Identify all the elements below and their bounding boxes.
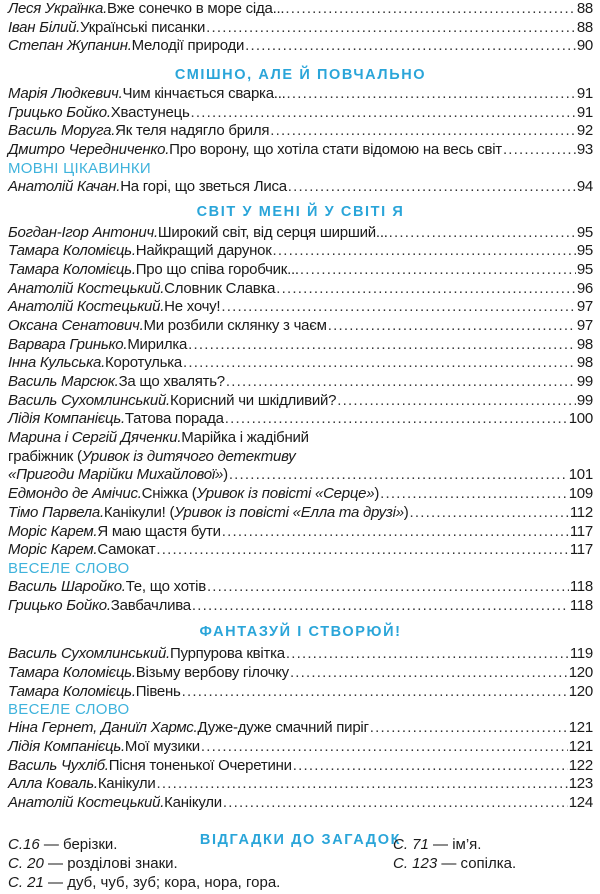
page-number: 95 xyxy=(576,260,593,278)
dot-leader xyxy=(229,466,568,485)
toc-entry xyxy=(8,19,593,38)
dot-leader xyxy=(156,541,568,560)
entry-italic-text: Інна Кульська. xyxy=(8,354,106,372)
entry-italic-text: Василь Сухомлинський. xyxy=(8,391,170,409)
entry-italic-text: Тімо Парвела. xyxy=(8,503,104,521)
toc-entry xyxy=(8,178,593,197)
entry-text: Візьму вербову гілочку xyxy=(135,663,289,681)
toc-entry xyxy=(8,775,593,794)
entry-text: Пурпурова квітка xyxy=(169,645,285,663)
page-number: 95 xyxy=(576,242,593,260)
page-number: 120 xyxy=(568,682,593,700)
page-number: 117 xyxy=(569,522,593,540)
toc-entry xyxy=(8,794,593,813)
entry-italic-text: Тамара Коломієць. xyxy=(8,663,136,681)
dot-leader xyxy=(293,757,568,776)
entry-italic-text: Іван Білий. xyxy=(8,18,81,36)
page-number: 92 xyxy=(576,122,593,140)
toc-entry xyxy=(8,224,593,243)
toc-entry xyxy=(8,122,593,141)
entry-text: За що хвалять? xyxy=(118,373,225,390)
section-heading: СМІШНО, АЛЕ Й ПОВЧАЛЬНО xyxy=(174,67,427,84)
toc-entry xyxy=(8,280,593,299)
dot-leader xyxy=(290,664,568,683)
entry-italic-text: Марія Людкевич. xyxy=(8,85,123,103)
toc-entry xyxy=(8,466,593,485)
entry-italic-text: Уривок із повісті «Серце» xyxy=(196,485,375,503)
dot-leader xyxy=(201,738,568,757)
answer-page-ref: С. 20 xyxy=(8,855,44,872)
entry-italic-text: Дмитро Чередниченко. xyxy=(8,141,170,159)
page-number: 90 xyxy=(576,37,593,55)
entry-text: Коротулька xyxy=(105,354,182,372)
dot-leader xyxy=(328,317,576,336)
entry-text: Словник Славка xyxy=(164,279,276,297)
dot-leader xyxy=(273,242,576,261)
entry-italic-text: Моріс Карем. xyxy=(8,522,98,540)
dot-leader xyxy=(207,578,569,597)
page-number: 119 xyxy=(569,645,593,663)
dot-leader xyxy=(206,19,576,38)
toc-entry xyxy=(8,37,593,56)
entry-italic-text: Василь Шаройко. xyxy=(8,577,126,595)
entry-text: ) xyxy=(403,503,409,521)
entry-text: Татова порада xyxy=(124,410,224,428)
page-number: 118 xyxy=(569,596,593,614)
dot-leader xyxy=(300,261,576,280)
toc-entry xyxy=(8,354,593,373)
entry-text: ) xyxy=(374,485,380,503)
dot-leader xyxy=(285,0,575,19)
page-number: 98 xyxy=(576,335,593,353)
entry-italic-text: «Пригоди Марійки Михайлової» xyxy=(8,466,224,484)
entry-italic-text: Анатолій Костецький. xyxy=(8,794,165,812)
toc-entry xyxy=(8,104,593,123)
dot-leader xyxy=(223,794,568,813)
toc-entry-line xyxy=(8,429,593,448)
entry-text: грабіжник ( xyxy=(8,447,82,465)
toc-entry xyxy=(8,85,593,104)
entry-italic-text: Лідія Компанієць. xyxy=(8,410,125,428)
entry-italic-text: Грицько Бойко. xyxy=(8,103,111,121)
dot-leader xyxy=(221,298,575,317)
dot-leader xyxy=(183,354,576,373)
page-number: 95 xyxy=(576,223,593,241)
riddle-answer xyxy=(8,836,117,853)
entry-italic-text: Василь Марсюк. xyxy=(8,373,119,390)
subsection-heading: ВЕСЕЛЕ СЛОВО xyxy=(8,701,130,719)
answer-text: — розділові знаки. xyxy=(43,855,178,872)
dot-leader xyxy=(370,719,568,738)
entry-text: Корисний чи шкідливий? xyxy=(169,391,337,409)
entry-text: Сніжка ( xyxy=(141,485,197,503)
page-number: 91 xyxy=(576,85,593,103)
toc-entry xyxy=(8,0,593,19)
toc-entry xyxy=(8,261,593,280)
dot-leader xyxy=(191,104,576,123)
entry-italic-text: Едмондо де Амічис. xyxy=(8,485,142,503)
section-heading: СВІТ У МЕНІ Й У СВІТІ Я xyxy=(196,203,405,220)
page-number: 100 xyxy=(568,410,593,428)
page-number: 94 xyxy=(576,177,593,195)
entry-italic-text: Уривок із повісті «Елла та друзі» xyxy=(174,503,404,521)
dot-leader xyxy=(286,645,569,664)
toc-entry xyxy=(8,683,593,702)
dot-leader xyxy=(245,37,576,56)
entry-italic-text: Алла Коваль. xyxy=(8,775,98,793)
toc-entry xyxy=(8,597,593,616)
entry-text: Пісня тоненької Очеретини xyxy=(108,756,292,774)
page-number: 99 xyxy=(576,373,593,390)
toc-entry xyxy=(8,317,593,336)
toc-entry xyxy=(8,242,593,261)
answer-page-ref: С. 71 xyxy=(393,836,429,853)
entry-italic-text: Оксана Сенатович. xyxy=(8,316,144,334)
entry-text: Самокат xyxy=(97,541,156,559)
entry-italic-text: Анатолій Костецький. xyxy=(8,298,165,316)
entry-italic-text: Грицько Бойко. xyxy=(8,596,111,614)
toc-entry xyxy=(8,373,593,392)
toc-entry xyxy=(8,738,593,757)
page-number: 97 xyxy=(576,316,593,334)
entry-italic-text: Василь Чухліб. xyxy=(8,756,109,774)
entry-text: Мелодії природи xyxy=(131,37,245,55)
dot-leader xyxy=(503,141,576,160)
page-number: 97 xyxy=(576,298,593,316)
subsection-heading: ВЕСЕЛЕ СЛОВО xyxy=(8,559,130,577)
answer-text: — берізки. xyxy=(39,836,118,853)
entry-italic-text: Лідія Компанієць. xyxy=(8,738,125,755)
page-number: 121 xyxy=(568,719,593,737)
entry-text: Дуже-дуже смачний пиріг xyxy=(197,719,369,737)
page-number: 124 xyxy=(568,794,593,812)
dot-leader xyxy=(182,683,568,702)
toc-entry xyxy=(8,336,593,355)
entry-text: Не хочу! xyxy=(164,298,221,316)
answer-text: — дуб, чуб, зуб; кора, нора, гора. xyxy=(43,874,281,891)
entry-text: Мирилка xyxy=(127,335,188,353)
table-of-contents xyxy=(8,0,593,849)
subsection-heading: МОВНІ ЦІКАВИНКИ xyxy=(8,159,151,177)
entry-text: Найкращий дарунок xyxy=(135,242,272,260)
toc-entry xyxy=(8,504,593,523)
answer-text: — сопілка. xyxy=(437,855,517,872)
entry-italic-text: Уривок із дитячого детективу xyxy=(81,447,296,465)
entry-text: Як теля надягло бриля xyxy=(115,122,270,140)
page-number: 99 xyxy=(576,391,593,409)
entry-italic-text: Варвара Гринько. xyxy=(8,335,128,353)
entry-text: Про що співа горобчик... xyxy=(135,260,299,278)
dot-leader xyxy=(410,504,569,523)
riddle-answer xyxy=(8,874,280,891)
entry-italic-text: Тамара Коломієць. xyxy=(8,260,136,278)
entry-italic-text: Тамара Коломієць. xyxy=(8,242,136,260)
toc-entry xyxy=(8,298,593,317)
toc-entry xyxy=(8,664,593,683)
dot-leader xyxy=(287,85,576,104)
toc-entry xyxy=(8,410,593,429)
answer-page-ref: С.16 xyxy=(8,836,40,853)
entry-text: Ми розбили склянку з чаєм xyxy=(143,316,327,334)
entry-text: Канікули! ( xyxy=(103,503,175,521)
page-number: 98 xyxy=(576,354,593,372)
entry-text: Мої музики xyxy=(124,738,200,755)
toc-entry-line xyxy=(8,448,593,467)
toc-entry xyxy=(8,541,593,560)
entry-text: Завбачлива xyxy=(110,596,191,614)
page-number: 123 xyxy=(568,775,593,793)
toc-entry xyxy=(8,719,593,738)
page-number: 112 xyxy=(569,503,593,521)
riddle-answer xyxy=(393,855,516,872)
toc-entry xyxy=(8,645,593,664)
page-number: 117 xyxy=(569,541,593,559)
entry-italic-text: Моріс Карем. xyxy=(8,541,98,559)
page-number: 120 xyxy=(568,663,593,681)
riddle-answer xyxy=(393,836,481,853)
entry-italic-text: Анатолій Костецький. xyxy=(8,279,165,297)
page-number: 88 xyxy=(576,18,593,36)
entry-italic-text: Тамара Коломієць. xyxy=(8,682,136,700)
page-number: 118 xyxy=(569,577,593,595)
entry-italic-text: Леся Українка. xyxy=(8,0,108,17)
dot-leader xyxy=(188,336,576,355)
entry-italic-text: Анатолій Качан. xyxy=(8,177,121,195)
entry-text: Канікули xyxy=(97,775,156,793)
entry-text: Марійка і жадібний xyxy=(181,429,309,447)
entry-italic-text: Ніна Гернет, Даниїл Хармс. xyxy=(8,719,198,737)
entry-text: Хвастунець xyxy=(110,103,190,121)
page-number: 93 xyxy=(576,141,593,159)
page-number: 109 xyxy=(568,485,593,503)
entry-text: Українські писанки xyxy=(80,18,206,36)
entry-text: Те, що хотів xyxy=(125,577,206,595)
dot-leader xyxy=(157,775,568,794)
page-number: 88 xyxy=(576,0,593,17)
entry-italic-text: Степан Жупанин. xyxy=(8,37,132,55)
entry-text: Вже сонечко в море сіда... xyxy=(107,0,285,17)
toc-entry xyxy=(8,523,593,542)
answer-text: — ім’я. xyxy=(428,836,482,853)
dot-leader xyxy=(192,597,569,616)
entry-text: Я маю щастя бути xyxy=(97,522,221,540)
dot-leader xyxy=(225,410,568,429)
dot-leader xyxy=(222,523,569,542)
entry-text: Про ворону, що хотіла стати відомою на весь світ xyxy=(169,141,502,159)
entry-text: На горі, що зветься Лиса xyxy=(120,177,287,195)
entry-italic-text: Марина і Сергій Дяченки. xyxy=(8,429,182,447)
dot-leader xyxy=(270,122,576,141)
toc-entry xyxy=(8,485,593,504)
dot-leader xyxy=(337,392,576,411)
entry-text: Канікули xyxy=(164,794,222,812)
dot-leader xyxy=(380,485,568,504)
dot-leader xyxy=(288,178,576,197)
entry-text: ) xyxy=(223,466,228,484)
section-heading: ВІДГАДКИ ДО ЗАГАДОК xyxy=(199,831,402,848)
toc-entry xyxy=(8,757,593,776)
section-heading: ФАНТАЗУЙ І СТВОРЮЙ! xyxy=(199,624,402,641)
answer-page-ref: С. 21 xyxy=(8,874,44,891)
page-number: 91 xyxy=(576,103,593,121)
page-number: 122 xyxy=(568,756,593,774)
entry-text: Чим кінчається сварка... xyxy=(122,85,286,103)
toc-entry xyxy=(8,141,593,160)
entry-italic-text: Василь Сухомлинський. xyxy=(8,645,170,663)
entry-text: Широкий світ, від серця ширший... xyxy=(157,223,388,241)
toc-entry xyxy=(8,392,593,411)
page-number: 101 xyxy=(568,466,593,484)
entry-italic-text: Василь Моруга. xyxy=(8,122,116,140)
dot-leader xyxy=(276,280,576,299)
page-number: 121 xyxy=(568,738,593,755)
answer-page-ref: С. 123 xyxy=(393,855,438,872)
page-number: 96 xyxy=(576,279,593,297)
entry-text: Півень xyxy=(135,682,181,700)
toc-entry xyxy=(8,578,593,597)
riddle-answer xyxy=(8,855,178,872)
entry-italic-text: Богдан-Ігор Антонич. xyxy=(8,223,158,241)
dot-leader xyxy=(389,224,576,243)
dot-leader xyxy=(226,373,576,392)
